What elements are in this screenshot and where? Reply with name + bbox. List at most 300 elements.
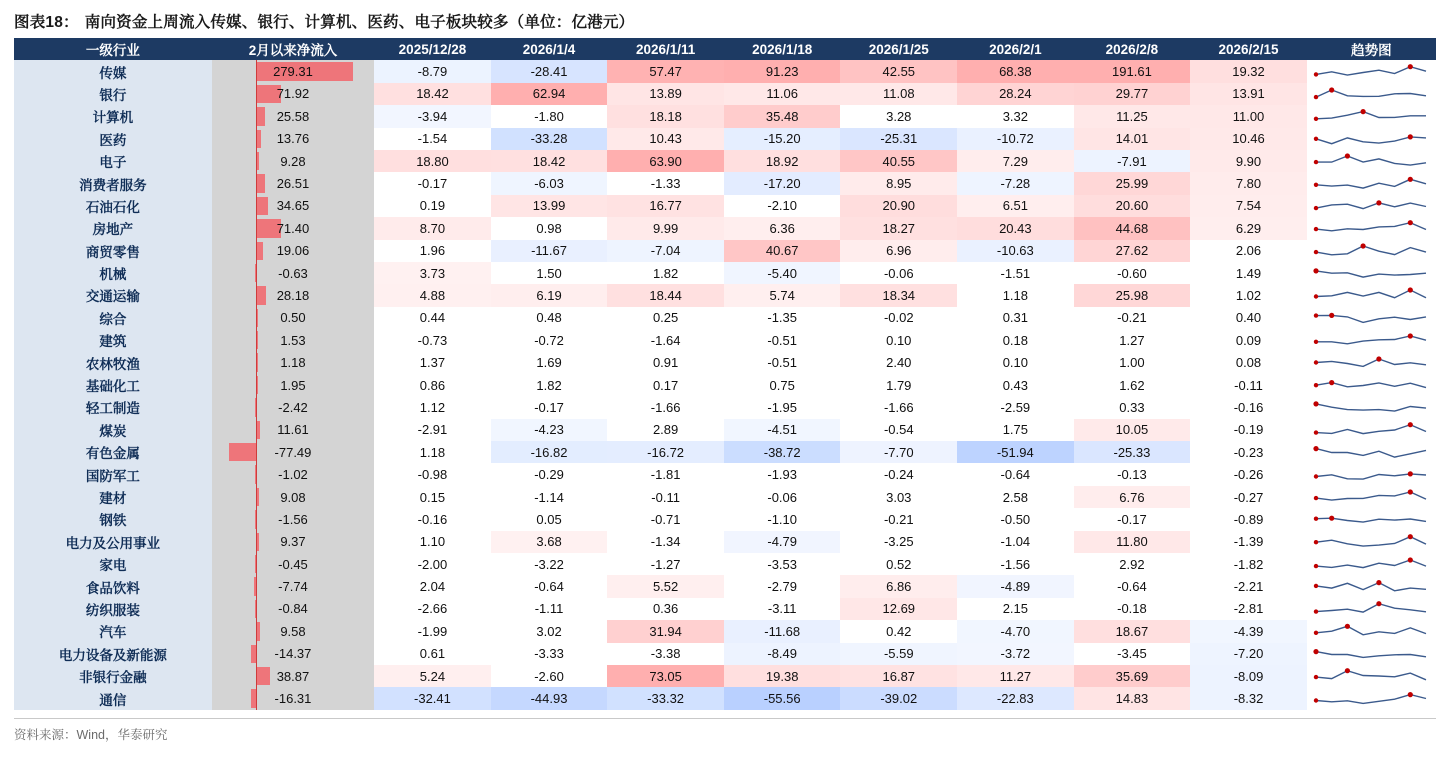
net-inflow-value: -16.31 (274, 691, 312, 707)
southbound-flow-table (14, 38, 1436, 710)
weekly-flow-cell: -0.27 (1190, 486, 1307, 508)
weekly-flow-cell: -0.26 (1190, 463, 1307, 485)
net-inflow-value: -2.42 (278, 399, 308, 415)
weekly-flow-cell: -0.51 (724, 329, 841, 351)
weekly-flow-cell: 0.91 (607, 351, 724, 373)
weekly-flow-cell: -3.72 (957, 643, 1074, 665)
weekly-flow-cell: -3.53 (724, 553, 841, 575)
weekly-flow-cell: -1.35 (724, 307, 841, 329)
figure-number: 图表18： (14, 14, 79, 31)
weekly-flow-cell: 1.37 (374, 351, 491, 373)
weekly-flow-cell: 0.17 (607, 374, 724, 396)
zero-line (256, 463, 257, 485)
weekly-flow-cell: 20.60 (1074, 195, 1191, 217)
weekly-flow-cell: 3.28 (840, 105, 957, 127)
weekly-flow-cell: 13.89 (607, 83, 724, 105)
weekly-flow-cell: -0.50 (957, 508, 1074, 530)
weekly-flow-cell: 11.00 (1190, 105, 1307, 127)
weekly-flow-cell: -0.51 (724, 351, 841, 373)
weekly-flow-cell: -1.34 (607, 531, 724, 553)
table-row (14, 195, 1436, 217)
weekly-flow-cell: -3.11 (724, 598, 841, 620)
weekly-flow-cell: 3.32 (957, 105, 1074, 127)
zero-line (256, 195, 257, 217)
net-inflow-bar (256, 667, 269, 685)
net-inflow-value: 71.40 (276, 220, 310, 236)
weekly-flow-cell: 1.27 (1074, 329, 1191, 351)
weekly-flow-cell: 0.52 (840, 553, 957, 575)
weekly-flow-cell: 1.79 (840, 374, 957, 396)
trend-sparkline (1307, 172, 1436, 194)
weekly-flow-cell: 10.05 (1074, 419, 1191, 441)
table-row (14, 575, 1436, 597)
zero-line (256, 217, 257, 239)
weekly-flow-cell: -2.59 (957, 396, 1074, 418)
net-inflow-cell (212, 419, 374, 441)
weekly-flow-cell: -8.32 (1190, 687, 1307, 709)
net-inflow-cell (212, 150, 374, 172)
weekly-flow-cell: 35.69 (1074, 665, 1191, 687)
weekly-flow-cell: 25.99 (1074, 172, 1191, 194)
weekly-flow-cell: 11.27 (957, 665, 1074, 687)
weekly-flow-cell: 6.51 (957, 195, 1074, 217)
weekly-flow-cell: -2.00 (374, 553, 491, 575)
table-row (14, 687, 1436, 709)
net-inflow-cell (212, 240, 374, 262)
weekly-flow-cell: 19.38 (724, 665, 841, 687)
weekly-flow-cell: 28.24 (957, 83, 1074, 105)
table-row (14, 643, 1436, 665)
weekly-flow-cell: -1.64 (607, 329, 724, 351)
weekly-flow-cell: 0.61 (374, 643, 491, 665)
table-row (14, 486, 1436, 508)
net-inflow-cell (212, 441, 374, 463)
weekly-flow-cell: -0.98 (374, 463, 491, 485)
trend-sparkline (1307, 374, 1436, 396)
weekly-flow-cell: 1.00 (1074, 351, 1191, 373)
column-header-2: 2025/12/28 (374, 38, 491, 60)
weekly-flow-cell: -0.17 (374, 172, 491, 194)
weekly-flow-cell: 0.40 (1190, 307, 1307, 329)
table-row (14, 128, 1436, 150)
weekly-flow-cell: 1.18 (374, 441, 491, 463)
weekly-flow-cell: 6.36 (724, 217, 841, 239)
table-row (14, 262, 1436, 284)
table-row (14, 284, 1436, 306)
table-row (14, 150, 1436, 172)
weekly-flow-cell: -1.56 (957, 553, 1074, 575)
net-inflow-cell (212, 486, 374, 508)
weekly-flow-cell: -0.60 (1074, 262, 1191, 284)
weekly-flow-cell: -2.60 (491, 665, 608, 687)
weekly-flow-cell: 0.98 (491, 217, 608, 239)
weekly-flow-cell: -22.83 (957, 687, 1074, 709)
trend-sparkline (1307, 60, 1436, 82)
weekly-flow-cell: -1.54 (374, 128, 491, 150)
weekly-flow-cell: 1.50 (491, 262, 608, 284)
weekly-flow-cell: 1.75 (957, 419, 1074, 441)
zero-line (256, 150, 257, 172)
net-inflow-cell (212, 83, 374, 105)
net-inflow-value: -77.49 (274, 444, 312, 460)
zero-line (256, 284, 257, 306)
industry-name: 消费者服务 (14, 172, 212, 194)
trend-sparkline (1307, 575, 1436, 597)
column-header-8: 2026/2/8 (1074, 38, 1191, 60)
weekly-flow-cell: 5.24 (374, 665, 491, 687)
weekly-flow-cell: 1.96 (374, 240, 491, 262)
weekly-flow-cell: 1.18 (957, 284, 1074, 306)
trend-sparkline (1307, 307, 1436, 329)
net-inflow-value: -0.45 (278, 556, 308, 572)
weekly-flow-cell: 18.42 (491, 150, 608, 172)
trend-sparkline (1307, 396, 1436, 418)
weekly-flow-cell: 5.52 (607, 575, 724, 597)
weekly-flow-cell: 73.05 (607, 665, 724, 687)
weekly-flow-cell: -0.06 (724, 486, 841, 508)
weekly-flow-cell: 6.86 (840, 575, 957, 597)
net-inflow-value: 38.87 (276, 668, 310, 684)
weekly-flow-cell: -1.33 (607, 172, 724, 194)
net-inflow-cell (212, 351, 374, 373)
weekly-flow-cell: -8.09 (1190, 665, 1307, 687)
weekly-flow-cell: -0.72 (491, 329, 608, 351)
industry-name: 通信 (14, 687, 212, 709)
weekly-flow-cell: -0.64 (491, 575, 608, 597)
weekly-flow-cell: -3.94 (374, 105, 491, 127)
weekly-flow-cell: 2.06 (1190, 240, 1307, 262)
weekly-flow-cell: -3.22 (491, 553, 608, 575)
net-inflow-cell (212, 128, 374, 150)
net-inflow-cell (212, 687, 374, 709)
table-row (14, 419, 1436, 441)
weekly-flow-cell: 0.15 (374, 486, 491, 508)
weekly-flow-cell: 11.08 (840, 83, 957, 105)
zero-line (256, 329, 257, 351)
weekly-flow-cell: -0.11 (1190, 374, 1307, 396)
weekly-flow-cell: -2.81 (1190, 598, 1307, 620)
weekly-flow-cell: 27.62 (1074, 240, 1191, 262)
weekly-flow-cell: -4.70 (957, 620, 1074, 642)
weekly-flow-cell: 0.48 (491, 307, 608, 329)
column-header-3: 2026/1/4 (491, 38, 608, 60)
weekly-flow-cell: 0.10 (840, 329, 957, 351)
weekly-flow-cell: 2.15 (957, 598, 1074, 620)
weekly-flow-cell: 63.90 (607, 150, 724, 172)
weekly-flow-cell: -15.20 (724, 128, 841, 150)
weekly-flow-cell: 6.96 (840, 240, 957, 262)
table-row (14, 374, 1436, 396)
weekly-flow-cell: 57.47 (607, 60, 724, 82)
weekly-flow-cell: -1.11 (491, 598, 608, 620)
weekly-flow-cell: -1.66 (840, 396, 957, 418)
weekly-flow-cell: -0.19 (1190, 419, 1307, 441)
weekly-flow-cell: -1.04 (957, 531, 1074, 553)
net-inflow-value: -14.37 (274, 646, 312, 662)
figure-title (0, 0, 1450, 38)
net-inflow-value: -1.56 (278, 511, 308, 527)
weekly-flow-cell: 12.69 (840, 598, 957, 620)
zero-line (256, 374, 257, 396)
weekly-flow-cell: 40.55 (840, 150, 957, 172)
trend-sparkline (1307, 128, 1436, 150)
net-inflow-cell (212, 172, 374, 194)
weekly-flow-cell: 1.82 (607, 262, 724, 284)
industry-name: 食品饮料 (14, 575, 212, 597)
net-inflow-bar (256, 107, 265, 125)
net-inflow-value: -1.02 (278, 467, 308, 483)
weekly-flow-cell: 0.33 (1074, 396, 1191, 418)
weekly-flow-cell: 68.38 (957, 60, 1074, 82)
net-inflow-cell (212, 575, 374, 597)
trend-sparkline (1307, 351, 1436, 373)
trend-sparkline (1307, 262, 1436, 284)
weekly-flow-cell: -0.11 (607, 486, 724, 508)
table-row (14, 531, 1436, 553)
zero-line (256, 105, 257, 127)
net-inflow-cell (212, 508, 374, 530)
weekly-flow-cell: 18.27 (840, 217, 957, 239)
weekly-flow-cell: -5.59 (840, 643, 957, 665)
zero-line (256, 396, 257, 418)
weekly-flow-cell: 0.05 (491, 508, 608, 530)
industry-name: 电力设备及新能源 (14, 643, 212, 665)
weekly-flow-cell: 10.46 (1190, 128, 1307, 150)
weekly-flow-cell: 91.23 (724, 60, 841, 82)
weekly-flow-cell: -8.49 (724, 643, 841, 665)
table-row (14, 172, 1436, 194)
net-inflow-cell (212, 531, 374, 553)
weekly-flow-cell: -7.91 (1074, 150, 1191, 172)
weekly-flow-cell: 2.04 (374, 575, 491, 597)
net-inflow-value: 26.51 (276, 176, 310, 192)
trend-sparkline (1307, 486, 1436, 508)
zero-line (256, 351, 257, 373)
net-inflow-value: 9.08 (280, 489, 306, 505)
weekly-flow-cell: 11.06 (724, 83, 841, 105)
net-inflow-value: 9.37 (280, 534, 306, 550)
zero-line (256, 553, 257, 575)
zero-line (256, 598, 257, 620)
weekly-flow-cell: 10.43 (607, 128, 724, 150)
net-inflow-value: 28.18 (276, 287, 310, 303)
table-header-row (14, 38, 1436, 60)
zero-line (256, 240, 257, 262)
weekly-flow-cell: -1.80 (491, 105, 608, 127)
weekly-flow-cell: 1.69 (491, 351, 608, 373)
trend-sparkline (1307, 665, 1436, 687)
weekly-flow-cell: 6.76 (1074, 486, 1191, 508)
trend-sparkline (1307, 150, 1436, 172)
net-inflow-value: -0.84 (278, 601, 308, 617)
weekly-flow-cell: -0.73 (374, 329, 491, 351)
trend-sparkline (1307, 463, 1436, 485)
table-row (14, 396, 1436, 418)
weekly-flow-cell: 2.92 (1074, 553, 1191, 575)
weekly-flow-cell: -11.68 (724, 620, 841, 642)
weekly-flow-cell: -16.72 (607, 441, 724, 463)
weekly-flow-cell: 3.02 (491, 620, 608, 642)
trend-sparkline (1307, 531, 1436, 553)
column-header-1: 2月以来净流入 (212, 38, 374, 60)
net-inflow-cell (212, 643, 374, 665)
weekly-flow-cell: 16.77 (607, 195, 724, 217)
weekly-flow-cell: 19.32 (1190, 60, 1307, 82)
weekly-flow-cell: 18.80 (374, 150, 491, 172)
zero-line (256, 262, 257, 284)
weekly-flow-cell: 0.43 (957, 374, 1074, 396)
weekly-flow-cell: -0.06 (840, 262, 957, 284)
weekly-flow-cell: -1.51 (957, 262, 1074, 284)
weekly-flow-cell: -4.51 (724, 419, 841, 441)
weekly-flow-cell: 0.08 (1190, 351, 1307, 373)
weekly-flow-cell: 1.12 (374, 396, 491, 418)
weekly-flow-cell: -2.66 (374, 598, 491, 620)
industry-name: 银行 (14, 83, 212, 105)
net-inflow-cell (212, 217, 374, 239)
net-inflow-cell (212, 329, 374, 351)
weekly-flow-cell: -25.33 (1074, 441, 1191, 463)
table-row (14, 665, 1436, 687)
net-inflow-value: 1.95 (280, 377, 306, 393)
industry-name: 电力及公用事业 (14, 531, 212, 553)
table-wrapper (0, 38, 1450, 710)
net-inflow-value: 11.61 (277, 422, 309, 438)
zero-line (256, 665, 257, 687)
column-header-9: 2026/2/15 (1190, 38, 1307, 60)
weekly-flow-cell: -1.39 (1190, 531, 1307, 553)
weekly-flow-cell: -2.79 (724, 575, 841, 597)
weekly-flow-cell: 2.89 (607, 419, 724, 441)
weekly-flow-cell: -55.56 (724, 687, 841, 709)
table-row (14, 83, 1436, 105)
trend-sparkline (1307, 217, 1436, 239)
weekly-flow-cell: -1.66 (607, 396, 724, 418)
net-inflow-cell (212, 262, 374, 284)
zero-line (256, 128, 257, 150)
weekly-flow-cell: -0.17 (491, 396, 608, 418)
table-row (14, 329, 1436, 351)
weekly-flow-cell: -0.18 (1074, 598, 1191, 620)
weekly-flow-cell: -4.79 (724, 531, 841, 553)
weekly-flow-cell: 20.43 (957, 217, 1074, 239)
net-inflow-value: 19.06 (276, 243, 310, 259)
table-row (14, 441, 1436, 463)
weekly-flow-cell: -0.21 (840, 508, 957, 530)
weekly-flow-cell: -0.64 (1074, 575, 1191, 597)
table-row (14, 105, 1436, 127)
weekly-flow-cell: -1.10 (724, 508, 841, 530)
weekly-flow-cell: -33.32 (607, 687, 724, 709)
weekly-flow-cell: -3.38 (607, 643, 724, 665)
column-header-10: 趋势图 (1307, 38, 1436, 60)
weekly-flow-cell: -7.70 (840, 441, 957, 463)
weekly-flow-cell: 13.99 (491, 195, 608, 217)
weekly-flow-cell: 0.25 (607, 307, 724, 329)
trend-sparkline (1307, 508, 1436, 530)
weekly-flow-cell: -5.40 (724, 262, 841, 284)
weekly-flow-cell: 0.19 (374, 195, 491, 217)
trend-sparkline (1307, 83, 1436, 105)
industry-name: 家电 (14, 553, 212, 575)
weekly-flow-cell: 13.91 (1190, 83, 1307, 105)
column-header-6: 2026/1/25 (840, 38, 957, 60)
industry-name: 有色金属 (14, 441, 212, 463)
weekly-flow-cell: 5.74 (724, 284, 841, 306)
industry-name: 交通运输 (14, 284, 212, 306)
net-inflow-bar (256, 286, 266, 304)
weekly-flow-cell: 11.80 (1074, 531, 1191, 553)
weekly-flow-cell: -1.82 (1190, 553, 1307, 575)
weekly-flow-cell: 9.99 (607, 217, 724, 239)
net-inflow-value: 71.92 (276, 86, 310, 102)
net-inflow-bar (256, 174, 265, 192)
weekly-flow-cell: 3.73 (374, 262, 491, 284)
industry-name: 基础化工 (14, 374, 212, 396)
weekly-flow-cell: 18.34 (840, 284, 957, 306)
net-inflow-value: -7.74 (278, 579, 308, 595)
table-row (14, 307, 1436, 329)
weekly-flow-cell: -33.28 (491, 128, 608, 150)
weekly-flow-cell: 0.86 (374, 374, 491, 396)
net-inflow-cell (212, 374, 374, 396)
trend-sparkline (1307, 687, 1436, 709)
net-inflow-value: 279.31 (273, 64, 313, 80)
weekly-flow-cell: -7.28 (957, 172, 1074, 194)
weekly-flow-cell: -2.91 (374, 419, 491, 441)
table-row (14, 553, 1436, 575)
table-row (14, 217, 1436, 239)
weekly-flow-cell: -1.99 (374, 620, 491, 642)
net-inflow-cell (212, 620, 374, 642)
net-inflow-cell (212, 307, 374, 329)
weekly-flow-cell: -0.54 (840, 419, 957, 441)
weekly-flow-cell: 40.67 (724, 240, 841, 262)
net-inflow-value: 0.50 (280, 310, 306, 326)
weekly-flow-cell: -32.41 (374, 687, 491, 709)
weekly-flow-cell: 8.70 (374, 217, 491, 239)
weekly-flow-cell: -44.93 (491, 687, 608, 709)
weekly-flow-cell: -7.20 (1190, 643, 1307, 665)
weekly-flow-cell: 4.88 (374, 284, 491, 306)
weekly-flow-cell: -3.45 (1074, 643, 1191, 665)
net-inflow-cell (212, 195, 374, 217)
net-inflow-cell (212, 553, 374, 575)
weekly-flow-cell: 0.75 (724, 374, 841, 396)
weekly-flow-cell: 42.55 (840, 60, 957, 82)
weekly-flow-cell: 62.94 (491, 83, 608, 105)
weekly-flow-cell: -16.82 (491, 441, 608, 463)
column-header-5: 2026/1/18 (724, 38, 841, 60)
weekly-flow-cell: -10.72 (957, 128, 1074, 150)
weekly-flow-cell: -7.04 (607, 240, 724, 262)
weekly-flow-cell: 44.68 (1074, 217, 1191, 239)
industry-name: 建筑 (14, 329, 212, 351)
weekly-flow-cell: -28.41 (491, 60, 608, 82)
zero-line (256, 508, 257, 530)
industry-name: 机械 (14, 262, 212, 284)
weekly-flow-cell: -2.21 (1190, 575, 1307, 597)
weekly-flow-cell: 18.42 (374, 83, 491, 105)
weekly-flow-cell: 6.19 (491, 284, 608, 306)
weekly-flow-cell: 1.02 (1190, 284, 1307, 306)
industry-name: 汽车 (14, 620, 212, 642)
zero-line (256, 531, 257, 553)
net-inflow-cell (212, 284, 374, 306)
weekly-flow-cell: -0.23 (1190, 441, 1307, 463)
industry-name: 医药 (14, 128, 212, 150)
column-header-7: 2026/2/1 (957, 38, 1074, 60)
